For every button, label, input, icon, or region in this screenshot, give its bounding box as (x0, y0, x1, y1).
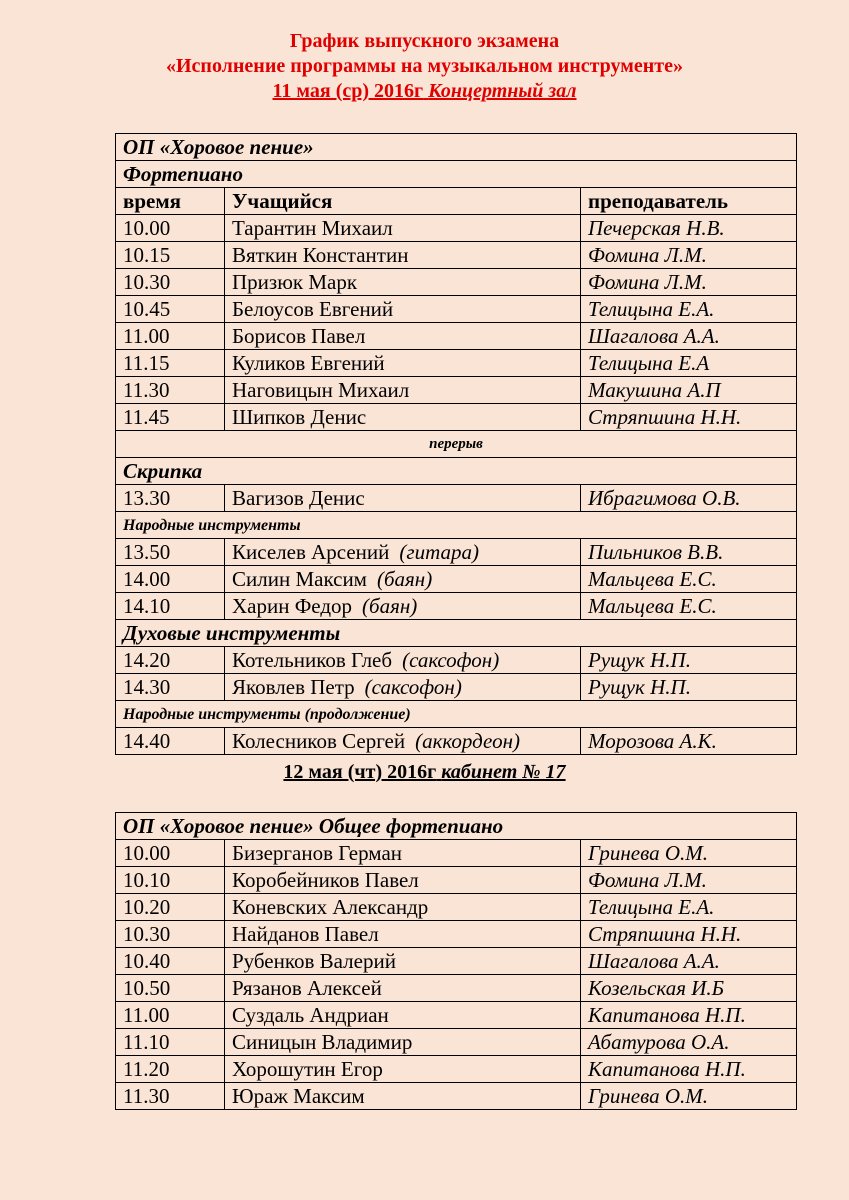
student-name: Вагизов Денис (232, 485, 365, 510)
day2-date: 12 мая (чт) 2016г (283, 761, 437, 783)
student-name: Тарантин Михаил (232, 215, 393, 240)
table-row (116, 377, 797, 404)
student-name: Коневских Александр (232, 894, 429, 919)
teacher-cell: Абатурова О.А. (581, 1029, 797, 1056)
time-cell: 11.10 (116, 1029, 225, 1056)
student-cell (225, 566, 581, 593)
table-row (116, 404, 797, 431)
table2-title-row (116, 813, 797, 840)
header-date-venue (0, 79, 849, 104)
teacher-cell: Козельская И.Б (581, 975, 797, 1002)
student-cell (225, 323, 581, 350)
table-row (116, 867, 797, 894)
student-cell (225, 485, 581, 512)
header-title: График выпускного экзамена (289, 30, 560, 52)
student-name: Коробейников Павел (232, 867, 419, 892)
time-cell: 11.45 (116, 404, 225, 431)
column-header-teacher: преподаватель (581, 188, 797, 215)
time-cell: 10.30 (116, 921, 225, 948)
student-cell (225, 539, 581, 566)
time-cell: 11.30 (116, 377, 225, 404)
day2-heading (0, 760, 849, 785)
time-cell: 10.00 (116, 840, 225, 867)
student-cell (225, 242, 581, 269)
schedule-table-day2-body (116, 813, 797, 1110)
column-header-row (116, 188, 797, 215)
time-cell: 10.00 (116, 215, 225, 242)
teacher-cell: Телицына Е.А. (581, 296, 797, 323)
student-cell (225, 894, 581, 921)
break-row (116, 431, 797, 458)
time-cell: 14.00 (116, 566, 225, 593)
table-row (116, 840, 797, 867)
table-row (116, 921, 797, 948)
teacher-cell: Мальцева Е.С. (581, 593, 797, 620)
section-piano: Фортепиано (116, 161, 797, 188)
time-cell: 11.30 (116, 1083, 225, 1110)
section-folk-continued: Народные инструменты (продолжение) (116, 701, 797, 728)
student-cell (225, 647, 581, 674)
teacher-cell: Телицына Е.А. (581, 894, 797, 921)
column-header-time: время (116, 188, 225, 215)
teacher-cell: Фомина Л.М. (581, 867, 797, 894)
time-cell: 11.20 (116, 1056, 225, 1083)
table-row (116, 566, 797, 593)
time-cell: 11.00 (116, 1002, 225, 1029)
student-name: Наговицын Михаил (232, 377, 410, 402)
student-cell (225, 728, 581, 755)
instrument-label: (саксофон) (402, 647, 500, 672)
student-cell (225, 1029, 581, 1056)
table-row (116, 1002, 797, 1029)
table-row (116, 350, 797, 377)
student-name: Белоусов Евгений (232, 296, 394, 321)
student-name: Котельников Глеб (232, 647, 393, 672)
day2-venue: кабинет № 17 (441, 761, 566, 783)
schedule-table-day2 (115, 812, 797, 1110)
time-cell: 10.10 (116, 867, 225, 894)
student-name: Бизерганов Герман (232, 840, 402, 865)
teacher-cell: Фомина Л.М. (581, 242, 797, 269)
teacher-cell: Телицына Е.А (581, 350, 797, 377)
instrument-label: (аккордеон) (415, 728, 520, 753)
time-cell: 14.20 (116, 647, 225, 674)
table-row (116, 728, 797, 755)
table-row (116, 242, 797, 269)
teacher-cell: Фомина Л.М. (581, 269, 797, 296)
table2-title: ОП «Хоровое пение» Общее фортепиано (116, 813, 797, 840)
student-cell (225, 296, 581, 323)
student-name: Рубенков Валерий (232, 948, 396, 973)
column-header-student: Учащийся (225, 188, 581, 215)
student-name: Силин Максим (232, 566, 367, 591)
table-row (116, 1056, 797, 1083)
table-row (116, 296, 797, 323)
instrument-label: (саксофон) (364, 674, 462, 699)
instrument-label: (баян) (376, 566, 433, 591)
section-violin: Скрипка (116, 458, 797, 485)
student-cell (225, 269, 581, 296)
time-cell: 10.30 (116, 269, 225, 296)
time-cell: 10.20 (116, 894, 225, 921)
teacher-cell: Макушина А.П (581, 377, 797, 404)
table-row (116, 539, 797, 566)
student-name: Куликов Евгений (232, 350, 385, 375)
time-cell: 11.15 (116, 350, 225, 377)
teacher-cell: Шагалова А.А. (581, 323, 797, 350)
table-row (116, 593, 797, 620)
teacher-cell: Шагалова А.А. (581, 948, 797, 975)
program-title-row (116, 134, 797, 161)
table-row (116, 1083, 797, 1110)
student-name: Шипков Денис (232, 404, 367, 429)
student-cell (225, 867, 581, 894)
section-wind: Духовые инструменты (116, 620, 797, 647)
section-folk-continued-row (116, 701, 797, 728)
schedule-table-day1 (115, 133, 797, 755)
document-header (0, 29, 849, 104)
student-cell (225, 215, 581, 242)
schedule-table-day1-body (116, 134, 797, 755)
student-name: Вяткин Константин (232, 242, 409, 267)
teacher-cell: Морозова А.К. (581, 728, 797, 755)
table-row (116, 948, 797, 975)
teacher-cell: Стряпшина Н.Н. (581, 921, 797, 948)
table-row (116, 894, 797, 921)
student-cell (225, 1083, 581, 1110)
table-row (116, 485, 797, 512)
section-violin-row (116, 458, 797, 485)
instrument-label: (баян) (362, 593, 418, 618)
header-venue: Концертный зал (428, 80, 577, 102)
program-title: ОП «Хоровое пение» (116, 134, 797, 161)
student-name: Колесников Сергей (232, 728, 406, 753)
student-cell (225, 948, 581, 975)
student-name: Синицын Владимир (232, 1029, 413, 1054)
student-cell (225, 921, 581, 948)
teacher-cell: Пильников В.В. (581, 539, 797, 566)
student-name: Найданов Павел (232, 921, 379, 946)
table-row (116, 269, 797, 296)
student-name: Призюк Марк (232, 269, 358, 294)
student-cell (225, 404, 581, 431)
teacher-cell: Гринева О.М. (581, 1083, 797, 1110)
table-row (116, 975, 797, 1002)
student-name: Яковлев Петр (232, 674, 355, 699)
student-name: Хорошутин Егор (232, 1056, 383, 1081)
student-name: Юраж Максим (232, 1083, 365, 1108)
teacher-cell: Гринева О.М. (581, 840, 797, 867)
student-name: Борисов Павел (232, 323, 366, 348)
teacher-cell: Мальцева Е.С. (581, 566, 797, 593)
header-subtitle: «Исполнение программы на музыкальном инструменте» (165, 55, 684, 77)
section-folk-row (116, 512, 797, 539)
student-cell (225, 593, 581, 620)
time-cell: 10.50 (116, 975, 225, 1002)
header-date: 11 мая (ср) 2016г (272, 80, 424, 102)
time-cell: 10.40 (116, 948, 225, 975)
teacher-cell: Капитанова Н.П. (581, 1056, 797, 1083)
table-row (116, 647, 797, 674)
teacher-cell: Рущук Н.П. (581, 674, 797, 701)
student-cell (225, 1002, 581, 1029)
student-cell (225, 1056, 581, 1083)
student-cell (225, 350, 581, 377)
section-wind-row (116, 620, 797, 647)
student-cell (225, 674, 581, 701)
teacher-cell: Рущук Н.П. (581, 647, 797, 674)
time-cell: 10.15 (116, 242, 225, 269)
student-cell (225, 975, 581, 1002)
student-name: Рязанов Алексей (232, 975, 382, 1000)
time-cell: 13.50 (116, 539, 225, 566)
time-cell: 14.10 (116, 593, 225, 620)
teacher-cell: Ибрагимова О.В. (581, 485, 797, 512)
time-cell: 10.45 (116, 296, 225, 323)
student-cell (225, 840, 581, 867)
time-cell: 14.40 (116, 728, 225, 755)
teacher-cell: Печерская Н.В. (581, 215, 797, 242)
teacher-cell: Капитанова Н.П. (581, 1002, 797, 1029)
instrument-label: (гитара) (399, 539, 479, 564)
table-row (116, 215, 797, 242)
section-folk: Народные инструменты (116, 512, 797, 539)
student-cell (225, 377, 581, 404)
teacher-cell: Стряпшина Н.Н. (581, 404, 797, 431)
student-name: Харин Федор (232, 593, 353, 618)
student-name: Суздаль Андриан (232, 1002, 389, 1027)
student-name: Киселев Арсений (232, 539, 390, 564)
table-row (116, 1029, 797, 1056)
table-row (116, 323, 797, 350)
time-cell: 13.30 (116, 485, 225, 512)
break-label: перерыв (116, 431, 797, 458)
time-cell: 11.00 (116, 323, 225, 350)
time-cell: 14.30 (116, 674, 225, 701)
table-row (116, 674, 797, 701)
section-piano-row (116, 161, 797, 188)
